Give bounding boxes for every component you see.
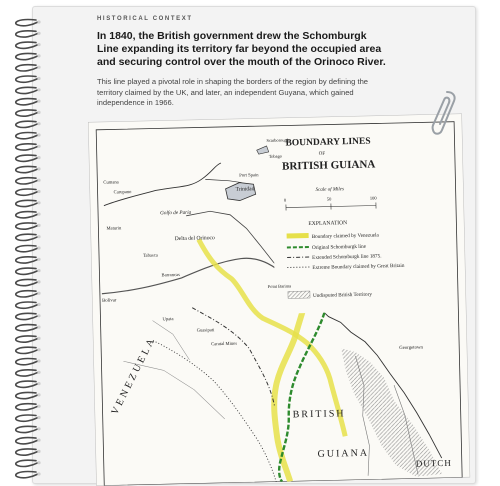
place-caratal: Caratal Mines	[211, 340, 238, 347]
spiral-ring	[16, 460, 38, 466]
punch-hole	[37, 190, 40, 193]
body-paragraph: This line played a pivotal role in shaping the borders of the region by defining the territory claimed by the UK, and later, an independent Guyana, which gained independence in 1966.	[97, 77, 369, 107]
legend-label-extended: Extended Schomburgk line 1875.	[312, 253, 382, 261]
legend-label-venezuela: Boundary claimed by Venezuela	[311, 232, 379, 240]
legend-label-schomburgk: Original Schomburgk line	[311, 243, 367, 251]
place-golfo: Golfo de Paria	[160, 209, 192, 217]
punch-hole	[37, 450, 40, 453]
place-dutch: DUTCH	[415, 457, 452, 469]
spiral-ring	[16, 347, 38, 353]
place-tobago: Tobago	[268, 153, 282, 159]
spiral-ring	[16, 42, 38, 48]
explanation-head: EXPLANATION	[308, 220, 348, 228]
punch-hole	[37, 213, 40, 216]
punch-hole	[37, 43, 40, 46]
spiral-ring	[16, 279, 38, 285]
spiral-ring	[16, 472, 38, 478]
punch-hole	[37, 111, 40, 114]
punch-hole	[37, 145, 40, 148]
punch-hole	[37, 292, 40, 295]
legend-swatch-undisputed	[288, 291, 310, 298]
legend-label-undisputed: Undisputed British Territory	[312, 291, 372, 299]
spiral-ring	[16, 426, 38, 432]
spiral-ring	[16, 189, 38, 195]
scale-label: Scale of Miles	[315, 187, 344, 193]
spiral-ring	[16, 223, 38, 229]
punch-hole	[37, 314, 40, 317]
spiral-ring	[16, 53, 38, 59]
punch-hole	[37, 179, 40, 182]
spiral-ring	[16, 325, 38, 331]
punch-hole	[37, 122, 40, 125]
spiral-ring	[16, 359, 38, 365]
punch-hole	[37, 280, 40, 283]
spiral-ring	[16, 178, 38, 184]
map-svg	[88, 114, 470, 486]
scale-100: 100	[369, 195, 377, 201]
punch-hole	[37, 54, 40, 57]
punch-hole	[37, 201, 40, 204]
spiral-ring	[16, 246, 38, 252]
headline-text-after: expanding its territory far beyond the occupied area and securing control over the mouth of the Orinoco River.	[97, 43, 386, 68]
punch-hole	[37, 472, 40, 475]
place-cumana: Cumana	[103, 179, 119, 185]
punch-hole	[37, 337, 40, 340]
punch-hole	[37, 427, 40, 430]
spiral-ring	[16, 200, 38, 206]
punch-hole	[37, 303, 40, 306]
place-carupano: Carupano	[113, 189, 132, 195]
punch-hole	[37, 258, 40, 261]
place-guasipati: Guasipati	[196, 327, 215, 333]
spiral-ring	[16, 144, 38, 150]
place-port-spain: Port Spain	[239, 172, 259, 178]
place-maturin: Maturin	[106, 225, 122, 231]
spiral-ring	[16, 212, 38, 218]
headline-highlight: Schomburgk Line	[97, 30, 367, 55]
spiral-ring	[16, 76, 38, 82]
punch-hole	[37, 66, 40, 69]
spiral-ring	[16, 370, 38, 376]
legend-panel	[268, 130, 452, 314]
spiral-ring	[16, 438, 38, 444]
punch-hole	[37, 382, 40, 385]
punch-hole	[37, 246, 40, 249]
spiral-ring	[16, 336, 38, 342]
spiral-ring	[16, 449, 38, 455]
punch-hole	[37, 235, 40, 238]
punch-hole	[37, 100, 40, 103]
spiral-ring	[16, 268, 38, 274]
headline	[97, 30, 387, 69]
place-tabasca: Tabasca	[142, 252, 158, 258]
place-guiana: GUIANA	[317, 447, 370, 460]
punch-hole	[37, 167, 40, 170]
punch-hole	[37, 439, 40, 442]
punch-hole	[37, 405, 40, 408]
map-title-line1: BOUNDARY LINES	[285, 136, 371, 149]
punch-hole	[37, 269, 40, 272]
place-scarborough: Scarborough	[266, 137, 289, 143]
punch-hole	[37, 359, 40, 362]
map-title-of: OF	[318, 151, 326, 157]
punch-hole	[37, 224, 40, 227]
spiral-ring	[16, 166, 38, 172]
punch-hole	[37, 20, 40, 23]
place-pt-barima: Point Barima	[267, 283, 292, 289]
punch-hole	[37, 88, 40, 91]
legend-label-extreme-text: Extreme Boundary claimed by Great Britain	[312, 262, 405, 271]
punch-hole	[37, 371, 40, 374]
punch-hole	[37, 326, 40, 329]
punch-hole	[37, 348, 40, 351]
place-upata: Upata	[162, 316, 174, 322]
spiral-ring	[16, 257, 38, 263]
spiral-ring	[16, 133, 38, 139]
punch-hole	[37, 416, 40, 419]
place-delta: Delta del Orinoco	[174, 235, 215, 243]
place-trinidad: Trinidad	[235, 186, 255, 193]
punch-hole	[37, 156, 40, 159]
paperclip-icon	[425, 88, 461, 138]
spiral-ring	[16, 302, 38, 308]
scale-0: 0	[283, 197, 287, 203]
spiral-ring	[16, 65, 38, 71]
spiral-ring	[16, 155, 38, 161]
spiral-binding	[10, 14, 44, 482]
punch-hole	[37, 393, 40, 396]
place-british: BRITISH	[292, 408, 346, 421]
spiral-ring	[16, 99, 38, 105]
punch-hole	[37, 77, 40, 80]
section-kicker: HISTORICAL CONTEXT	[97, 16, 193, 22]
spiral-ring	[16, 381, 38, 387]
legend-swatch-venezuela	[287, 233, 309, 238]
punch-hole	[37, 32, 40, 35]
spiral-ring	[16, 87, 38, 93]
punch-hole	[37, 461, 40, 464]
spiral-ring	[16, 291, 38, 297]
spiral-ring	[16, 313, 38, 319]
punch-hole	[37, 133, 40, 136]
spiral-ring	[16, 404, 38, 410]
place-georgetown: Georgetown	[399, 345, 423, 351]
historical-map	[88, 114, 470, 486]
spiral-ring	[16, 31, 38, 37]
spiral-ring	[16, 234, 38, 240]
map-title-line2: BRITISH GUIANA	[281, 158, 376, 173]
scale-50: 50	[326, 196, 332, 202]
spiral-ring	[16, 20, 38, 26]
place-venezuela: VENEZUELA	[109, 334, 159, 417]
spiral-ring	[16, 392, 38, 398]
place-bolivar: Bolivar	[102, 298, 117, 304]
spiral-ring	[16, 110, 38, 116]
spiral-ring	[16, 121, 38, 127]
headline-text-before: In 1840, the British government drew the	[97, 30, 303, 42]
spiral-ring	[16, 415, 38, 421]
place-barrancas: Barrancas	[161, 271, 180, 278]
